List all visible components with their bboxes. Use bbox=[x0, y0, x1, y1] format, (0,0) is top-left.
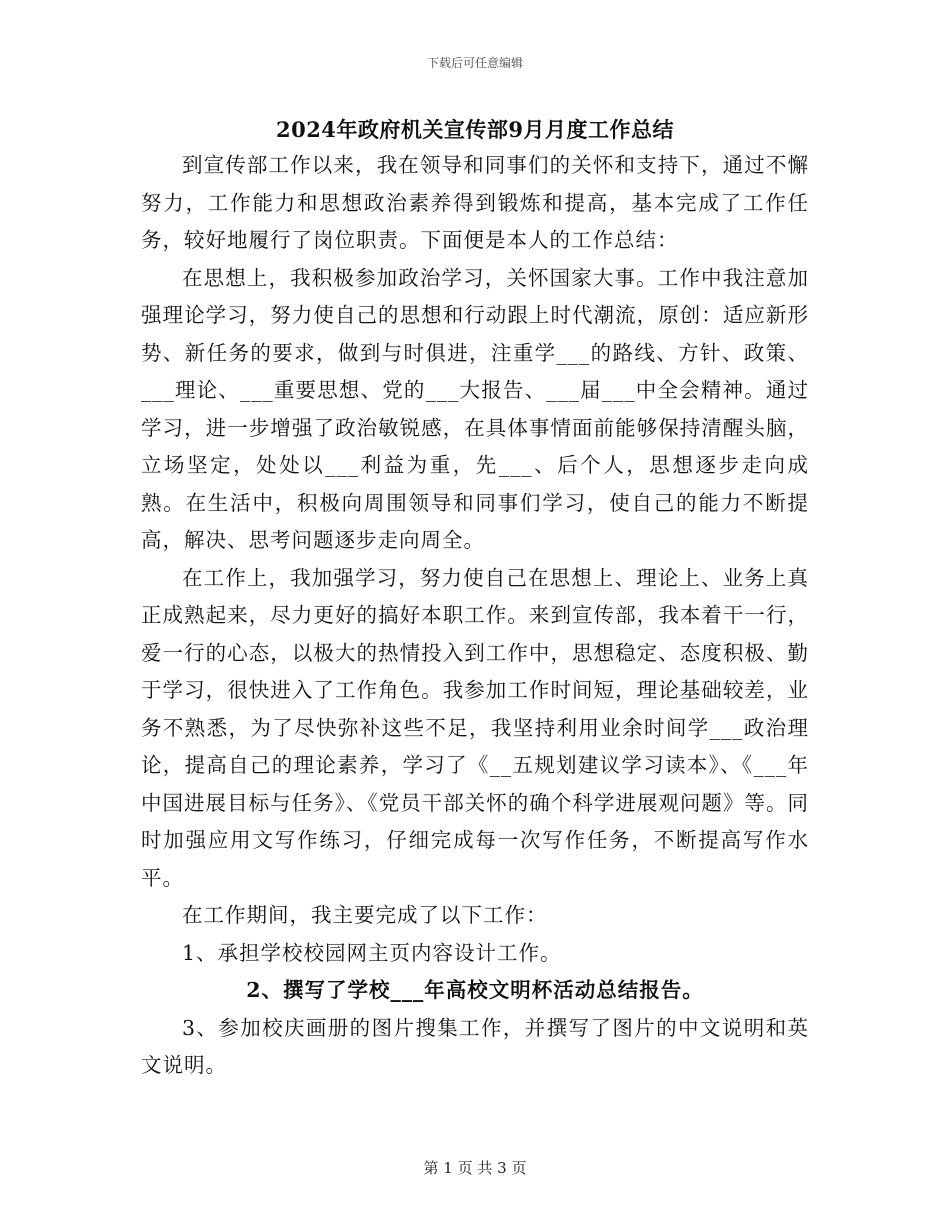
list-item-1: 1、承担学校校园网主页内容设计工作。 bbox=[182, 940, 562, 965]
paragraph-work: 在工作上，我加强学习，努力使自己在思想上、理论上、业务上真正成熟起来，尽力更好的搞好本职工作。来到宣传部，我本着干一行，爱一行的心态，以极大的热情投入到工作中，思想稳定、态度积极、勤于学习，很快进入了工作角色。我参加工作时间短，理论基础较差，业务不熟悉，为了尽快弥补这些不足，我坚持利用业余时间学___政治理论，提高自己的理论素养，学习了《__五规划建议学习读本》、《___年中国进展目标与任务》、《党员干部关怀的确个科学进展观问题》等。同时加强应用文写作练习，仔细完成每一次写作任务，不断提高写作水平。 bbox=[141, 565, 809, 890]
page-header-note: 下载后可任意编辑 bbox=[426, 56, 523, 70]
document-body bbox=[141, 147, 809, 1085]
paragraph-intro: 到宣传部工作以来，我在领导和同事们的关怀和支持下，通过不懈努力，工作能力和思想政治素养得到锻炼和提高，基本完成了工作任务，较好地履行了岗位职责。下面便是本人的工作总结： bbox=[141, 153, 809, 252]
list-item-2: 2、撰写了学校___年高校文明杯活动总结报告。 bbox=[246, 978, 704, 1002]
paragraph-ideology: 在思想上，我积极参加政治学习，关怀国家大事。工作中我注意加强理论学习，努力使自己的思想和行动跟上时代潮流，原创：适应新形势、新任务的要求，做到与时俱进，注重学___的路线、方针、政策、___理论、___重要思想、党的___大报告、___届___中全会精神。通过学习，进一步增强了政治敏锐感，在具体事情面前能够保持清醒头脑，立场坚定，处处以___利益为重，先___、后个人，思想逐步走向成熟。在生活中，积极向周围领导和同事们学习，使自己的能力不断提高，解决、思考问题逐步走向周全。 bbox=[141, 265, 809, 552]
page-number-footer: 第 1 页 共 3 页 bbox=[423, 1159, 527, 1177]
paragraph-work-list-intro: 在工作期间，我主要完成了以下工作： bbox=[182, 903, 548, 927]
list-item-3: 3、参加校庆画册的图片搜集工作，并撰写了图片的中文说明和英文说明。 bbox=[141, 1015, 809, 1077]
document-title: 2024年政府机关宣传部9月月度工作总结 bbox=[275, 117, 675, 142]
